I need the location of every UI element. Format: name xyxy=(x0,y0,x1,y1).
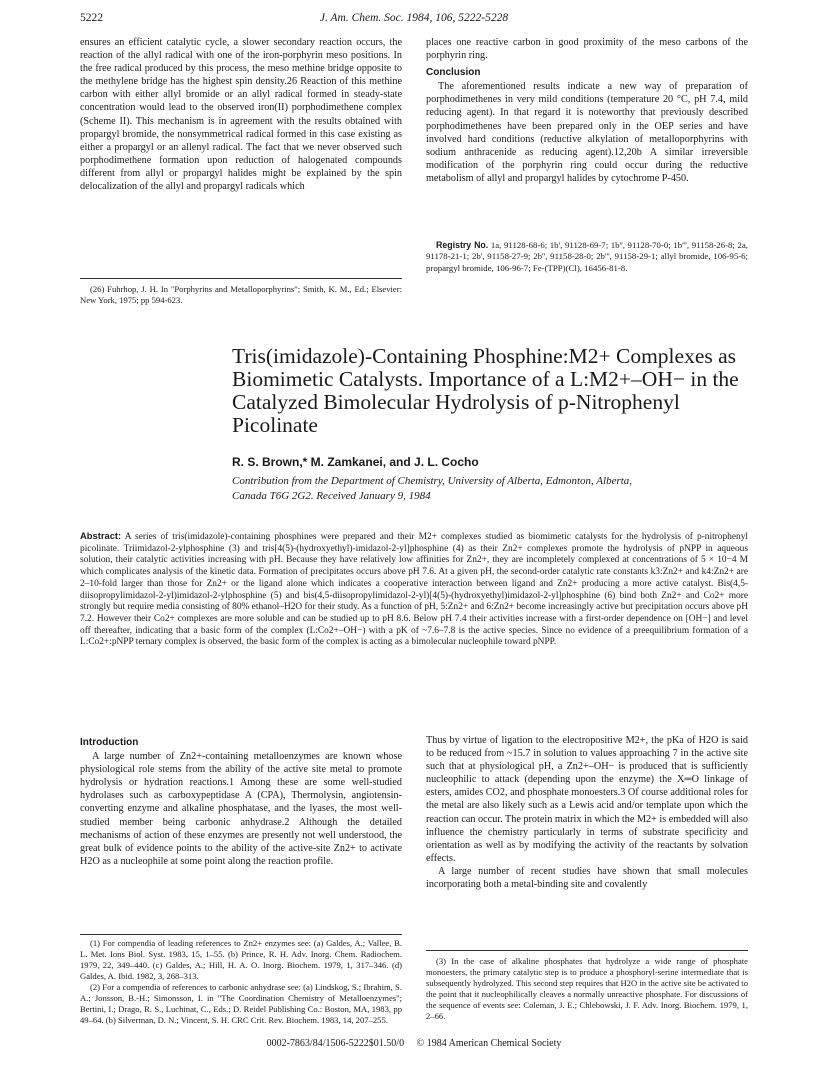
abstract-text: A series of tris(imidazole)-containing phosphines were prepared and their M2+ complexes studied as biomimetic catalysts for the hydrolysis of p-nitrophenyl picolinate. Triimidazol-2-ylphosphine (3) and tris[4(5)-(hydroxyethyl)-imidazol-2-yl]phosphine (4) as their Zn2+ complexes promote the hydrolysis of pNPP in aqueous solution, their catalytic activities increasing with pH. Because they have relatively low affinities for Zn2+, they are incompletely complexed at concentrations of 5 × 10−4 M which complicates analysis of the kinetic data. Formation of precipitates occurs above pH 7.6. At a given pH, the second-order catalytic rate constants k3:Zn2+ and k4:Zn2+ are 2–10-fold larger than those for Zn2+ or the ligand alone which indicates a cooperative interaction between ligand and Zn2+ producing a more active catalyst. Bis(4,5-diisopropylimidazol-2-yl)imidazol-2-ylphosphine (5) and bis(4,5-diisopropylimidazol-2-yl)[4(5)-(hydroxyethyl)imidazol-2-yl]phosphine (6) bind both Zn2+ and Co2+ more strongly but require media consisting of 80% ethanol–H2O for their study. As a function of pH, 5:Zn2+ and 6:Zn2+ become increasingly active but precipitation occurs above pH 7.2. However their Co2+ complexes are more soluble and can be studied up to pH 8.6. Below pH 7.4 their activities increase with a first-order dependence on [OH−] and level off thereafter, indicating that a basic form of the complex (L:Co2+–OH−) with a pK of ~7.6–7.8 is the active species. Since no evidence of a preequilibrium formation of a L:Co2+:pNPP ternary complex is observed, the basic form of the complex is acting as a bimolecular nucleophile toward pNPP. xyxy=(80,532,748,648)
registry-numbers xyxy=(426,240,748,274)
footnote-3 xyxy=(426,956,748,1022)
footnote-divider xyxy=(426,950,748,951)
copyright: © 1984 American Chemical Society xyxy=(416,1038,562,1049)
footnote-2: (2) For a compendia of references to carbonic anhydrase see: (a) Lindskog, S.; Ibrahim, S. A.; Jonsson, B.-H.; Simonsson, I. in "The Coordination Chemistry of Metalloenzymes"; Bertini, I.; Drago, R. S., Luchinat, C., Eds.; D. Reidel Publishing Co.: Boston, MA, 1983, pp 49–64. (b) Silverman, D. N.; Vincent, S. H. CRC Crit. Rev. Biochem. 1983, 14, 207–255. xyxy=(80,982,402,1025)
body-paragraph: places one reactive carbon in good proximity of the meso carbons of the porphyrin ring. xyxy=(426,37,748,62)
body-paragraph: Thus by virtue of ligation to the electropositive M2+, the pKa of H2O is said to be reduced from ~15.7 in solution to values approaching 7 in the active site such that at physiological pH, a Zn2+–OH− is produced that is sufficiently nucleophilic to attack (depending upon the enzyme) the X═O linkage of esters, amides CO2, and phosphate monoesters.3 Of course additional roles for the metal are also likely such as a Lewis acid and/or template upon which the reaction can occur. The protein matrix in which the M2+ is embedded will also influence the chemistry particularly in terms of substrate specificity and orientation as well as by modifying the activity of the reactants by solvation effects. xyxy=(426,735,748,864)
body-paragraph: A large number of Zn2+-containing metalloenzymes are known whose physiological role stems from the ability of the active site metal to promote hydrolysis or hydration reactions.1 Among these are some well-studied hydrolases such as carboxypeptidase A (CPA), Thermolysin, angiotensin-converting enzyme and alkaline phosphatase, and the lyases, the most well-studied member being carbonic anhydrase.2 Although the detailed mechanisms of action of these enzymes are presently not well understood, the great bulk of evidence points to the ability of the active-site Zn2+ to activate H2O as a nucleophile at some point along the reaction profile. xyxy=(80,751,402,867)
affiliation-line: Contribution from the Department of Chemistry, University of Alberta, Edmonton, Alberta, xyxy=(232,475,633,487)
conclusion-paragraph: The aforementioned results indicate a new way of preparation of porphodimethenes in very mild conditions (temperature 20 °C, pH 7.4, mild reducing agent). In that regard it is noteworthy that previously described porphodimethenes have been prepared only in the OEP series and have involved hard conditions (reductive alkylation of metalloporphyrins with sodium anthracenide as reducing agent).12,20b A similar irreversible modification of the porphyrin ring could occur during the reductive metabolism of allyl and propargyl halides by cytochrome P-450. xyxy=(426,81,748,184)
running-header xyxy=(80,12,748,28)
affiliation-line: Canada T6G 2G2. Received January 9, 1984 xyxy=(232,490,431,502)
page-footer xyxy=(80,1038,748,1052)
registry-label: Registry No. xyxy=(436,240,489,250)
page-number: 5222 xyxy=(80,12,103,24)
intro-left-column xyxy=(80,734,402,868)
authors: R. S. Brown,* M. Zamkanei, and J. L. Cocho xyxy=(232,455,479,469)
article-code: 0002-7863/84/1506-5222$01.50/0 xyxy=(266,1038,405,1049)
footnotes-left xyxy=(80,938,402,1026)
footnote-text: (3) In the case of alkaline phosphates that hydrolyze a wide range of phosphate monoesters, the primary catalytic step is to produce a phosphoryl-serine intermediate that is subsequently hydrolyzed. This second step requires that H2O in the active site be activated to the point that it nucleophilically cleaves a normally unreactive phosphate. For discussions of the sequence of events see: Coleman, J. E.; Chlebowski, J. F. Adv. Inorg. Biochem. 1979, 1, 2–66. xyxy=(426,956,748,1021)
title-line: Biomimetic Catalysts. Importance of a L:M2+–OH− in the xyxy=(232,367,739,391)
body-paragraph: ensures an efficient catalytic cycle, a slower secondary reaction occurs, the reaction of the allyl radical with one of the iron-porphyrin meso positions. In the free radical produced by this process, the meso methine bridge opposite to the methylene bridge has the highest spin density.26 Reaction of this methine carbon with either allyl bromide or an allyl radical formed in steady-state concentration would lead to the observed iron(II) porphodimethene complex (Scheme II). This mechanism is in agreement with the results obtained with propargyl bromide, the nonsymmetrical radical formed in this case existing as either a propargyl or an allenyl radical. The fact that we never observed such porphodimethene formation upon reduction of halogenated compounds different from allyl or propargyl halides might be explained by the spin delocalization of the allyl and propargyl radicals which xyxy=(80,37,402,193)
registry-text: 1a, 91128-68-6; 1b', 91128-69-7; 1b'', 91128-70-0; 1b''', 91158-26-8; 2a, 91178-21-1; 2b', 91158-27-9; 2b'', 91158-28-0; 2b''', 91158-29-1; allyl bromide, 106-95-6; propargyl bromide, 106-96-7; Fe-(TPP)(Cl), 16456-81-8. xyxy=(426,240,748,273)
title-line: Picolinate xyxy=(232,413,318,437)
article-title xyxy=(232,345,762,437)
footnote-26 xyxy=(80,284,402,306)
section-heading: Introduction xyxy=(80,737,139,748)
body-paragraph: A large number of recent studies have shown that small molecules incorporating both a metal-binding site and covalently xyxy=(426,865,748,891)
affiliation xyxy=(232,474,752,504)
footnote-divider xyxy=(80,934,402,935)
footnote-1: (1) For compendia of leading references to Zn2+ enzymes see: (a) Galdes, A.; Vallee, B. L. Met. Ions Biol. Syst. 1983, 15, 1–55. (b) Prince, R. H. Adv. Inorg. Chem. Radiochem. 1979, 22, 349–440. (c) Galdes, A.; Hill, H. A. O. Inorg. Biochem. 1979, 1, 317–346. (d) Galdes, A. Ibid. 1982, 3, 268–313. xyxy=(80,938,402,981)
intro-right-column xyxy=(426,734,748,891)
section-heading: Conclusion xyxy=(426,67,481,79)
footnote-text: (26) Fuhrhop, J. H. In "Porphyrins and Metalloporphyrins"; Smith, K. M., Ed.; Elsevier: New York, 1975; pp 594-623. xyxy=(80,284,402,305)
prev-article-right-column xyxy=(426,36,748,185)
prev-article-left-column xyxy=(80,36,402,193)
abstract-label: Abstract: xyxy=(80,530,122,541)
abstract xyxy=(80,530,748,649)
title-line: Tris(imidazole)-Containing Phosphine:M2+ Complexes as xyxy=(232,344,737,368)
footnote-divider xyxy=(80,278,402,279)
title-line: Catalyzed Bimolecular Hydrolysis of p-Nitrophenyl xyxy=(232,390,680,414)
journal-citation: J. Am. Chem. Soc. 1984, 106, 5222-5228 xyxy=(319,12,509,24)
